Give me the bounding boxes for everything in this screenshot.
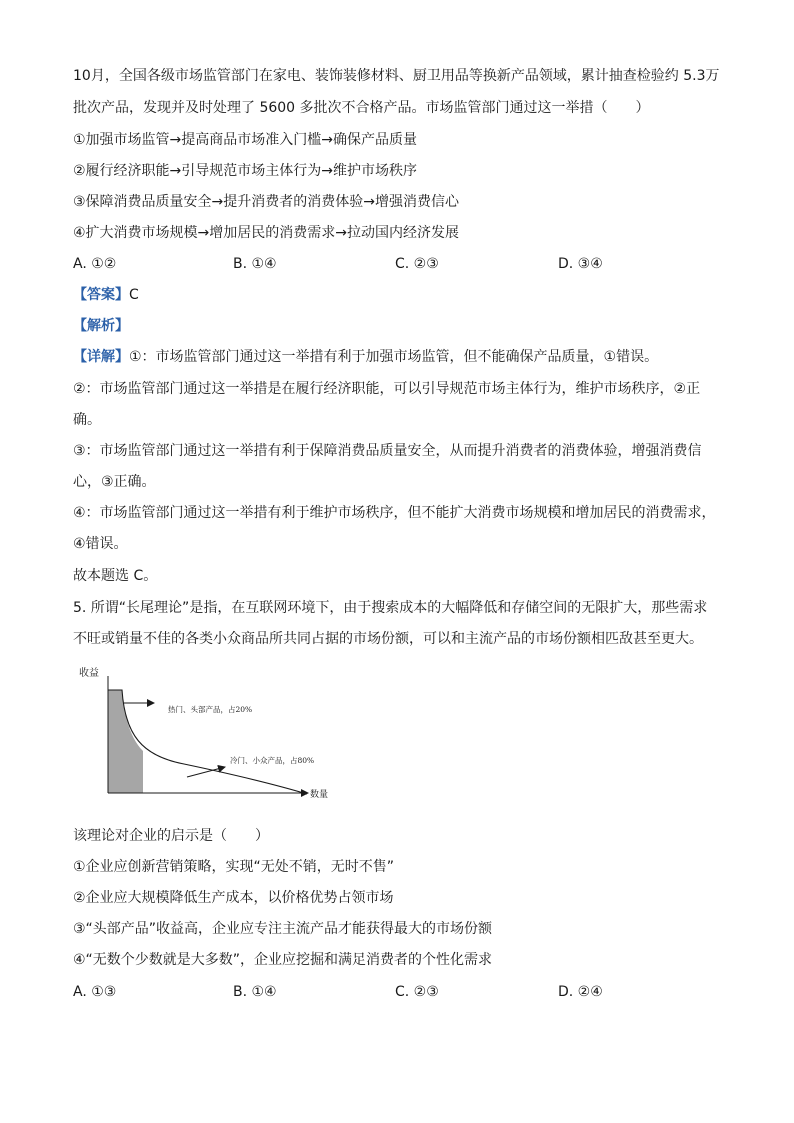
q5-option-d: D. ②④ <box>558 984 603 1000</box>
q4-detail-line-2: ②：市场监管部门通过这一举措是在履行经济职能，可以引导规范市场主体行为，维护市场秩序，②正 <box>73 381 701 397</box>
q5-option-c: C. ②③ <box>395 984 439 1000</box>
q4-analysis-line <box>73 316 129 336</box>
q5-options <box>73 982 733 1002</box>
q4-conclusion: 故本题选 C。 <box>73 568 158 584</box>
q4-item-3: ③保障消费品质量安全→提升消费者的消费体验→增强消费信心 <box>73 194 460 210</box>
q4-options <box>73 254 733 274</box>
q5-stem-line-2: 不旺或销量不佳的各类小众商品所共同占据的市场份额，可以和主流产品的市场份额相匹敌甚至更大。 <box>73 631 703 647</box>
q4-stem-line-2: 批次产品，发现并及时处理了 5600 多批次不合格产品。市场监管部门通过这一举措（ ） <box>73 100 650 116</box>
q5-stem-line-1: 5. 所谓“长尾理论”是指，在互联网环境下，由于搜索成本的大幅降低和存储空间的无限扩大，那些需求 <box>73 600 708 616</box>
long-tail-figure <box>72 660 342 800</box>
q4-option-a: A. ①② <box>73 256 117 272</box>
q5-item-4: ④“无数个少数就是大多数”，企业应挖掘和满足消费者的个性化需求 <box>73 952 493 968</box>
answer-value: C <box>129 287 139 303</box>
q5-item-3: ③“头部产品”收益高，企业应专注主流产品才能获得最大的市场份额 <box>73 921 493 937</box>
q4-option-d: D. ③④ <box>558 256 603 272</box>
q4-item-1: ①加强市场监管→提高商品市场准入门槛→确保产品质量 <box>73 132 418 148</box>
q4-detail-line-6: ④：市场监管部门通过这一举措有利于维护市场秩序，但不能扩大消费市场规模和增加居民的消费需求， <box>73 505 716 521</box>
q4-stem-line-1: 10月，全国各级市场监管部门在家电、装饰装修材料、厨卫用品等换新产品领域，累计抽查检验约 5.3万 <box>73 68 720 84</box>
q5-option-a: A. ①③ <box>73 984 117 1000</box>
tail-label: 冷门、小众产品，占80% <box>230 756 315 765</box>
detail-tag: 【详解】 <box>73 349 129 365</box>
q4-detail-line-7: ④错误。 <box>73 536 128 552</box>
q5-prompt: 该理论对企业的启示是（ ） <box>73 828 269 844</box>
q5-option-b: B. ①④ <box>233 984 277 1000</box>
analysis-tag: 【解析】 <box>73 318 129 334</box>
q4-detail-line-5: 心，③正确。 <box>73 474 156 490</box>
q5-item-2: ②企业应大规模降低生产成本，以价格优势占领市场 <box>73 890 394 906</box>
q4-item-4: ④扩大消费市场规模→增加居民的消费需求→拉动国内经济发展 <box>73 225 460 241</box>
answer-tag: 【答案】 <box>73 287 129 303</box>
q4-option-b: B. ①④ <box>233 256 277 272</box>
q4-answer-line <box>73 285 139 305</box>
q4-detail-line-1 <box>73 347 658 367</box>
q4-detail-line-3: 确。 <box>73 412 101 428</box>
detail-text-1: ①：市场监管部门通过这一举措有利于加强市场监管，但不能确保产品质量，①错误。 <box>129 349 659 365</box>
head-label: 热门、头部产品，占20% <box>168 705 253 714</box>
q5-item-1: ①企业应创新营销策略，实现“无处不销，无时不售” <box>73 859 395 875</box>
q4-detail-line-4: ③：市场监管部门通过这一举措有利于保障消费品质量安全，从而提升消费者的消费体验，增强消费信 <box>73 443 702 459</box>
y-axis-label: 收益 <box>79 668 99 679</box>
x-axis-label: 数量 <box>310 790 329 800</box>
q4-item-2: ②履行经济职能→引导规范市场主体行为→维护市场秩序 <box>73 163 418 179</box>
head-region <box>108 690 143 793</box>
q4-option-c: C. ②③ <box>395 256 439 272</box>
